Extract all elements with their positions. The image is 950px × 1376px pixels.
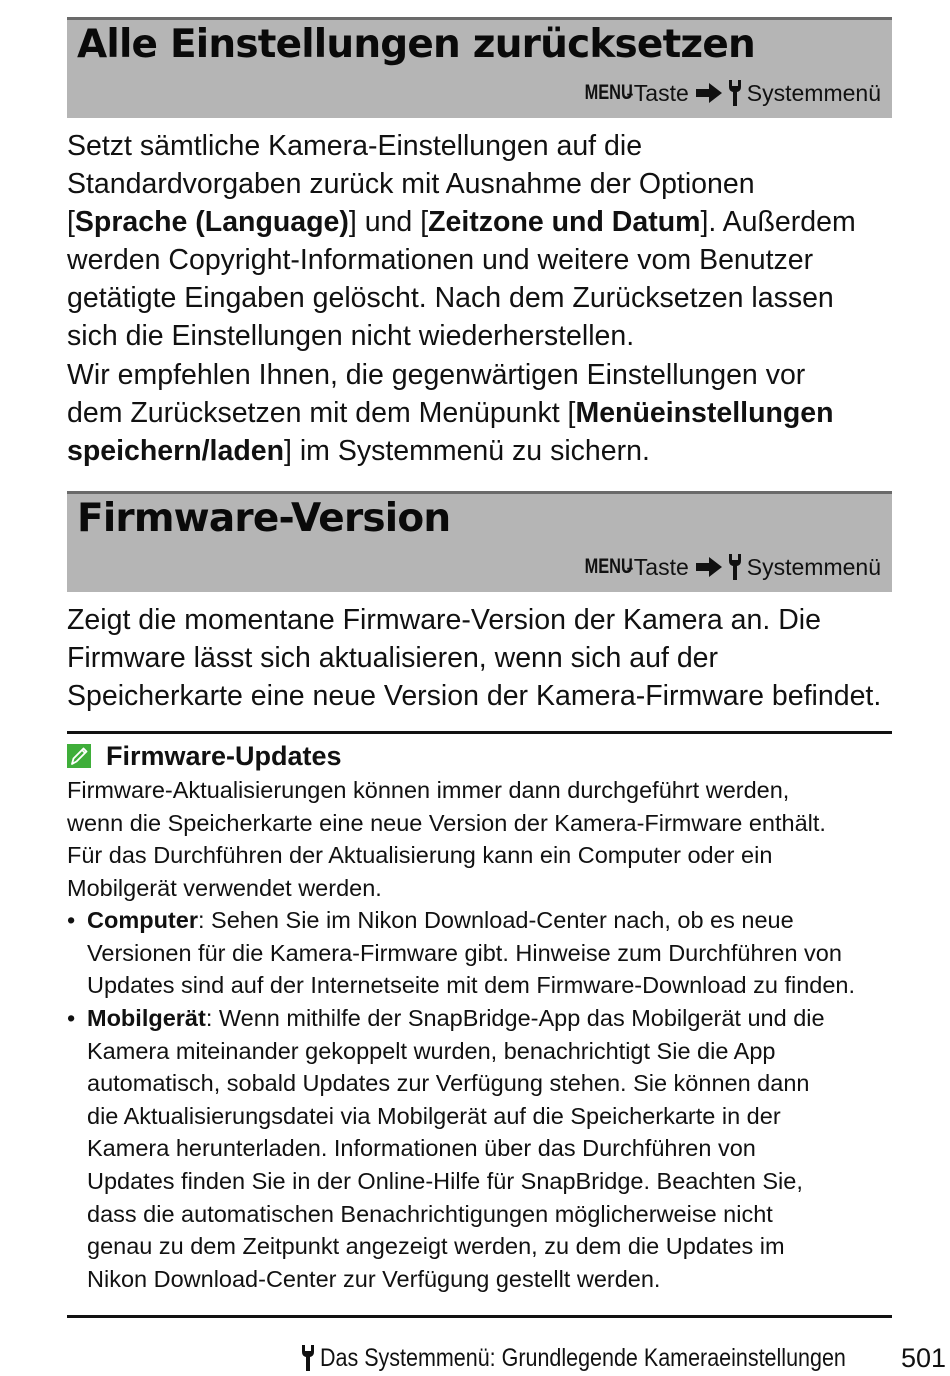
text-line: getätigte Eingaben gelöscht. Nach dem Zurücksetzen lassen bbox=[67, 282, 834, 314]
text-line: werden Copyright-Informationen und weitere vom Benutzer bbox=[67, 244, 814, 276]
note-heading bbox=[67, 740, 342, 772]
option-name-timezone: Zeitzone und Datum bbox=[428, 206, 701, 238]
note-title: Firmware-Updates bbox=[106, 740, 342, 771]
option-name-save-load: Menüeinstellungen bbox=[575, 397, 834, 429]
text-line: Versionen für die Kamera-Firmware gibt. Hinweise zum Durchführen von bbox=[87, 939, 842, 966]
text-line: Kamera miteinander gekoppelt wurden, benachrichtigt Sie die App bbox=[87, 1037, 776, 1064]
text-line: Nikon Download-Center zur Verfügung gestellt werden. bbox=[87, 1265, 661, 1292]
bullet-label: Mobilgerät bbox=[87, 1005, 206, 1031]
paragraph-reset-description bbox=[67, 127, 902, 355]
text-run: ] und [ bbox=[348, 206, 429, 238]
footer-chapter bbox=[300, 1340, 861, 1376]
bullet-label: Computer bbox=[87, 907, 198, 933]
wrench-icon bbox=[300, 1344, 316, 1372]
text-line: wenn die Speicherkarte eine neue Version der Kamera-Firmware enthält. bbox=[67, 809, 826, 836]
arrow-right-icon bbox=[696, 557, 722, 577]
text-line: die Aktualisierungsdatei via Mobilgerät auf die Speicherkarte in der bbox=[87, 1102, 781, 1129]
note-top-rule bbox=[67, 731, 892, 734]
text-line: Setzt sämtliche Kamera-Einstellungen auf die bbox=[67, 130, 643, 162]
page-number: 501 bbox=[900, 1342, 946, 1373]
wrench-icon bbox=[727, 554, 743, 580]
text-line: Firmware lässt sich aktualisieren, wenn sich auf der bbox=[67, 642, 719, 674]
text-line: Mobilgerät verwendet werden. bbox=[67, 874, 382, 901]
footer-chapter-title: Das Systemmenü: Grundlegende Kameraeinstellungen bbox=[319, 1343, 846, 1372]
page-footer bbox=[0, 1340, 950, 1376]
text-line: Firmware-Aktualisierungen können immer dann durchgeführt werden, bbox=[67, 777, 790, 803]
text-line: Kamera herunterladen. Informationen über das Durchführen von bbox=[87, 1135, 756, 1162]
paragraph-reset-recommendation bbox=[67, 356, 902, 470]
text-line: automatisch, sobald Updates zur Verfügung stehen. Sie können dann bbox=[87, 1070, 810, 1097]
menu-key-label: MENU bbox=[584, 81, 634, 104]
text-line: Speicherkarte eine neue Version der Kamera-Firmware befindet. bbox=[67, 680, 882, 712]
text-line: Updates finden Sie in der Online-Hilfe für SnapBridge. Beachten Sie, bbox=[87, 1167, 803, 1194]
section-title: Firmware-Version bbox=[77, 496, 451, 541]
note-intro bbox=[67, 774, 897, 904]
text-run: : Sehen Sie im Nikon Download-Center nach, ob es neue bbox=[197, 907, 794, 933]
menu-path-text: -Taste bbox=[626, 554, 689, 580]
arrow-right-icon bbox=[696, 83, 722, 103]
text-run: : Wenn mithilfe der SnapBridge-App das Mobilgerät und die bbox=[205, 1005, 825, 1031]
bullet-marker: • bbox=[67, 1005, 76, 1031]
text-line: Für das Durchführen der Aktualisierung kann ein Computer oder ein bbox=[67, 842, 773, 869]
menu-path bbox=[571, 78, 881, 108]
option-name-language: Sprache (Language) bbox=[74, 206, 349, 238]
menu-path-target: Systemmenü bbox=[746, 80, 881, 106]
section-header-reset bbox=[67, 17, 892, 118]
pencil-note-icon bbox=[67, 744, 91, 768]
bullet-marker: • bbox=[67, 907, 76, 933]
text-line: dass die automatischen Benachrichtigungen möglicherweise nicht bbox=[87, 1200, 773, 1227]
text-line bbox=[67, 203, 902, 241]
wrench-icon bbox=[727, 80, 743, 106]
text-run: dem Zurücksetzen mit dem Menüpunkt [ bbox=[67, 397, 576, 429]
menu-path-text: -Taste bbox=[626, 80, 689, 106]
note-bottom-rule bbox=[67, 1315, 892, 1318]
paragraph-firmware-description bbox=[67, 601, 902, 715]
text-line: genau zu dem Zeitpunkt angezeigt werden, zu dem die Updates im bbox=[87, 1233, 785, 1260]
section-header-firmware bbox=[67, 491, 892, 592]
option-name-save-load-cont: speichern/laden bbox=[67, 435, 284, 467]
menu-path-target: Systemmenü bbox=[746, 554, 881, 580]
text-line bbox=[67, 394, 902, 432]
text-line bbox=[87, 1002, 825, 1035]
text-line: sich die Einstellungen nicht wiederherstellen. bbox=[67, 320, 635, 352]
menu-path bbox=[571, 552, 881, 582]
text-line: Wir empfehlen Ihnen, die gegenwärtigen Einstellungen vor bbox=[67, 359, 806, 391]
text-line: Updates sind auf der Internetseite mit dem Firmware-Download zu finden. bbox=[87, 972, 856, 999]
text-line bbox=[67, 432, 902, 470]
menu-key-label: MENU bbox=[584, 555, 634, 578]
text-run: ] im Systemmenü zu sichern. bbox=[284, 435, 650, 467]
text-line: Standardvorgaben zurück mit Ausnahme der Optionen bbox=[67, 168, 755, 200]
bullet-body bbox=[87, 904, 855, 1002]
bullet-body bbox=[87, 1002, 825, 1295]
text-run: ]. Außerdem bbox=[700, 206, 856, 238]
text-line bbox=[87, 904, 855, 937]
text-run: [ bbox=[67, 206, 75, 238]
text-line: Zeigt die momentane Firmware-Version der Kamera an. Die bbox=[67, 604, 821, 636]
section-title: Alle Einstellungen zurücksetzen bbox=[77, 22, 755, 67]
